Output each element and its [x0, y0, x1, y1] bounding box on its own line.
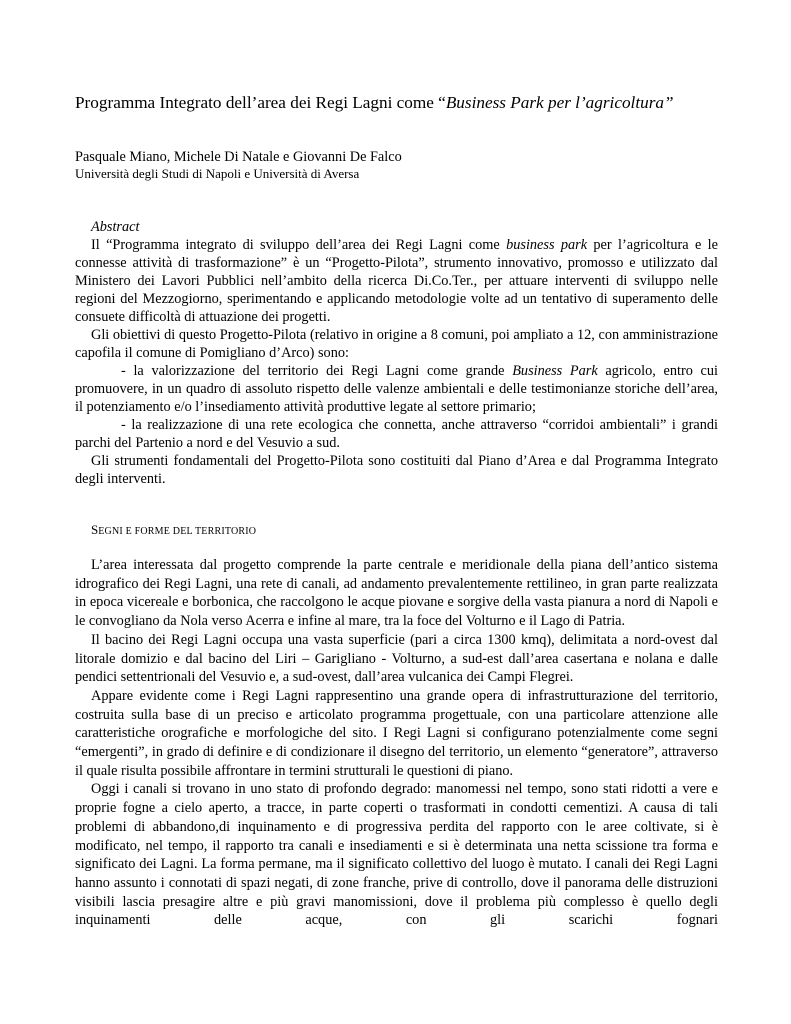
affiliation: Università degli Studi di Napoli e Università di Aversa — [75, 166, 360, 181]
italic-run: business park — [506, 237, 588, 253]
text-run: - la valorizzazione del territorio dei Regi Lagni come grande — [121, 363, 513, 379]
text-run: Il “Programma integrato di sviluppo dell’area dei Regi Lagni come — [91, 237, 507, 253]
text-run: per l’agricoltura e le connesse attività di trasformazione” è un “Progetto-Pilota”, strumento innovativo, promosso e utilizzato dal Ministero dei Lavori Pubblici nell’ambito della ricerca Di.Co.Ter., per attuare interventi di sviluppo nelle regioni del Mezzogiorno, sperimentando e applicando metodologie volte ad un tentativo di superamento delle consuete difficoltà di attuazione dei progetti. — [75, 237, 718, 325]
paper-title — [75, 92, 735, 114]
text-run: agricolo, entro cui promuovere, in un quadro di assoluto rispetto delle valenze ambientali e delle testimonianze storiche dell’area, il potenziamento e/o l’insediamento attività produttive legate al settore primario; — [75, 363, 719, 415]
section-heading — [91, 521, 256, 541]
abstract-body — [75, 236, 718, 488]
abstract-list-item-2: - la realizzazione di una rete ecologica che connetta, anche attraverso “corridoi ambientali” i grandi parchi del Partenio a nord e del Vesuvio a sud. — [75, 417, 718, 451]
body-paragraph-2: Il bacino dei Regi Lagni occupa una vasta superficie (pari a circa 1300 kmq), delimitata a nord-ovest dal litorale domizio e dal bacino del Liri – Garigliano - Volturno, a sud-est dall’area casertana e nolana e dalle pendici settentrionali del Vesuvio e, a sud-ovest, dall’area vulcanica dei Campi Flegrei. — [75, 631, 718, 686]
section-initial: S — [91, 522, 99, 537]
abstract-paragraph-2: Gli obiettivi di questo Progetto-Pilota (relativo in origine a 8 comuni, poi ampliato a 12, con amministrazione capofila il comune di Pomigliano d’Arco) sono: — [75, 327, 718, 361]
body-paragraph-4: Oggi i canali si trovano in uno stato di profondo degrado: manomessi nel tempo, sono stati ridotti a vere e proprie fogne a cielo aperto, a tracce, in parte coperti o trasformati in condotti cementizi. A causa di tali problemi di abbandono,di inquinamento e di progressiva perdita del rapporto con le aree coltivate, si è modificato, nel tempo, il rapporto tra canali e insediamenti e si è determinata una netta scissione tra forma e significato dei Lagni. La forma permane, ma il significato collettivo del luogo è mutato. I canali dei Regi Lagni hanno assunto i connotati di spazi negati, di zone franche, prive di controllo, dove il panorama delle distruzioni visibili lascia presagire altre e più gravi manomissioni, dove il problema più complesso è quello degli inquinamenti delle acque, con gli scarichi fognari — [75, 781, 718, 929]
abstract-paragraph-1 — [75, 236, 718, 326]
section-body — [75, 556, 718, 930]
abstract-list-item-1 — [75, 362, 718, 416]
title-plain: Programma Integrato dell’area dei Regi Lagni come “ — [75, 93, 446, 112]
authors: Pasquale Miano, Michele Di Natale e Giovanni De Falco — [75, 149, 402, 165]
abstract-heading: Abstract — [91, 219, 140, 235]
title-italic: Business Park per l’agricoltura” — [445, 93, 674, 112]
italic-run: Business Park — [512, 363, 598, 379]
body-paragraph-1: L’area interessata dal progetto comprende la parte centrale e meridionale della piana dell’antico sistema idrografico dei Regi Lagni, una rete di canali, ad andamento prevalentemente rettilineo, in gran parte realizzata in epoca vicereale e borbonica, che raccolgono le acque piovane e sorgive della vasta pianura a nord di Napoli e le convogliano da Nola verso Acerra e infine al mare, tra la foce del Volturno e il Lago di Patria. — [75, 557, 718, 630]
section-rest: EGNI E FORME DEL TERRITORIO — [98, 526, 257, 537]
body-paragraph-3: Appare evidente come i Regi Lagni rappresentino una grande opera di infrastrutturazione del territorio, costruita sulla base di un preciso e articolato programma progettuale, con una particolare attenzione alle caratteristiche orografiche e morfologiche del sito. I Regi Lagni si configurano potenzialmente come segni “emergenti”, in grado di definire e di condizionare il disegno del territorio, un elemento “generatore”, attraverso il quale risulta possibile affrontare in termini strutturali le questioni di piano. — [75, 687, 718, 779]
abstract-paragraph-3: Gli strumenti fondamentali del Progetto-Pilota sono costituiti dal Piano d’Area e dal Programma Integrato degli interventi. — [75, 453, 718, 487]
